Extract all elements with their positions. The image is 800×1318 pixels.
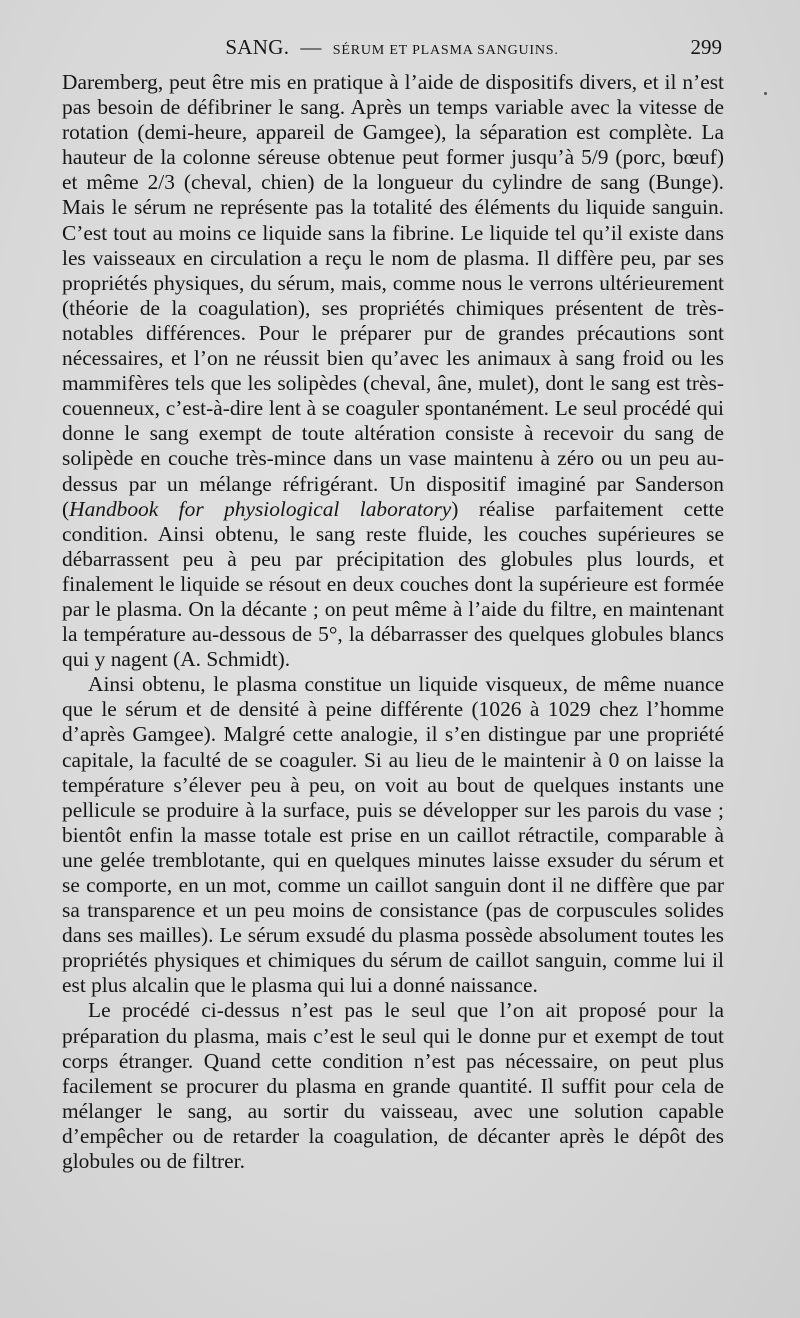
running-head [62,34,722,60]
running-head-subtitle: SÉRUM ET PLASMA SANGUINS. [332,43,559,58]
paragraph-1-text-start: Daremberg, peut être mis en pratique à l’aide de dispositifs divers, et il n’est pas besoin de défibriner le sang. Après un temps variable avec la vitesse de rotation (demi-heure, appareil de Gamgee), la séparation est complète. La hauteur de la colonne séreuse obtenue peut former jusqu’à 5/9 (porc, bœuf) et même 2/3 (cheval, chien) de la longueur du cylindre de sang (Bunge). Mais le sérum ne représente pas la totalité des éléments du liquide sanguin. C’est tout au moins ce liquide sans la fibrine. Le liquide tel qu’il existe dans les vaisseaux en circulation a reçu le nom de plasma. Il diffère peu, par ses propriétés physiques, du sérum, mais, comme nous le verrons ultérieurement (théorie de la coagulation), ses propriétés chimiques présentent de très-notables différences. Pour le préparer pur de grandes précautions sont nécessaires, et l’on ne réussit bien qu’avec les animaux à sang froid ou les mammifères tels que les solipèdes (cheval, âne, mulet), dont le sang est très-couenneux, c’est-à-dire lent à se coaguler spontanément. Le seul procédé qui donne le sang exempt de toute altération consiste à recevoir du sang de solipède en couche très-mince dans un vase maintenu à zéro ou un peu au-dessus par un mélange réfrigérant. Un dispositif imaginé par Sanderson ( [62,70,724,521]
running-head-dash: — [300,35,322,59]
body-text [62,70,724,1174]
running-head-section: SANG. [225,35,290,59]
book-title-italic: Handbook for physiological laboratory [69,496,452,521]
paragraph-1-text-end: ) réalise parfaitement cette condition. Ainsi obtenu, le sang reste fluide, les couches supérieures se débarrassent peu à peu par précipitation des globules plus lourds, et finalement le liquide se résout en deux couches dont la supérieure est formée par le plasma. On la décante ; on peut même à l’aide du filtre, en maintenant la température au-dessous de 5°, la débarrasser des quelques globules blancs qui y nagent (A. Schmidt). [62,496,724,672]
margin-speck [764,92,767,95]
page-number: 299 [690,35,722,59]
paragraph-1 [62,70,724,672]
running-head-title [62,34,722,64]
paragraph-2: Ainsi obtenu, le plasma constitue un liquide visqueux, de même nuance que le sérum et de densité à peine différente (1026 à 1029 chez l’homme d’après Gamgee). Malgré cette analogie, il s’en distingue par une propriété capitale, la faculté de se coaguler. Si au lieu de le maintenir à 0 on laisse la température s’élever peu à peu, on voit au bout de quelques instants une pellicule se produire à la surface, puis se développer sur les parois du vase ; bientôt enfin la masse totale est prise en un caillot rétractile, comparable à une gelée tremblotante, qui en quelques minutes laisse exsuder du sérum et se comporte, en un mot, comme un caillot sanguin dont il ne diffère que par sa transparence et un peu moins de consistance (pas de corpuscules solides dans ses mailles). Le sérum exsudé du plasma possède absolument toutes les propriétés physiques et chimiques du sérum de caillot sanguin, comme lui il est plus alcalin que le plasma qui lui a donné naissance. [62,672,724,998]
paragraph-3: Le procédé ci-dessus n’est pas le seul que l’on ait proposé pour la préparation du plasma, mais c’est le seul qui le donne pur et exempt de tout corps étranger. Quand cette condition n’est pas nécessaire, on peut plus facilement se procurer du plasma en grande quantité. Il suffit pour cela de mélanger le sang, au sortir du vaisseau, avec une solution capable d’empêcher ou de retarder la coagulation, de décanter après le dépôt des globules ou de filtrer. [62,998,724,1174]
